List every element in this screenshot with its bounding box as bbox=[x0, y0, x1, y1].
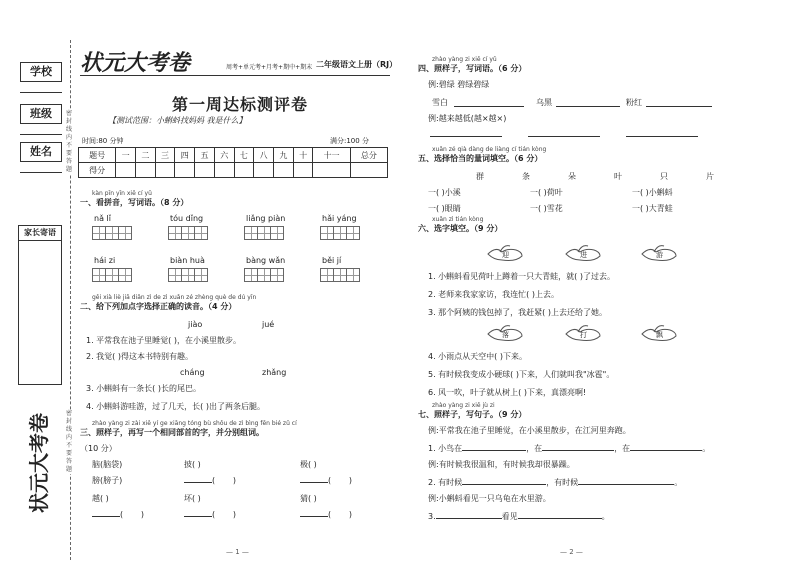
bird-character: 落 bbox=[502, 331, 509, 339]
q1-writing-grid[interactable] bbox=[168, 226, 208, 240]
time-limit: 时间:80 分钟 bbox=[82, 137, 124, 145]
score-header-cell: 十一 bbox=[313, 148, 350, 163]
binding-strip bbox=[0, 0, 72, 587]
q7-title: 七、照样子，写句子。（9 分） bbox=[418, 410, 527, 419]
bird-character: 进 bbox=[580, 251, 587, 259]
q5-item[interactable]: 一( )荷叶 bbox=[530, 188, 563, 197]
q1-pinyin-4: hǎi yáng bbox=[322, 214, 357, 223]
q6-title: 六、选字填空。（9 分） bbox=[418, 224, 503, 233]
q7-blank[interactable] bbox=[462, 484, 546, 485]
q5-word: 朵 bbox=[568, 172, 576, 181]
page-title: 第一周达标测评卷 bbox=[171, 95, 308, 114]
q3-item: 坏( ) bbox=[184, 494, 201, 503]
q2-sentence-4: 4. 小蝌蚪游哇游，过了几天，长( )出了两条后腿。 bbox=[86, 402, 265, 411]
score-header-cell: 五 bbox=[195, 148, 215, 163]
q6-sentence-4: 4. 小雨点从天空中( )下来。 bbox=[428, 352, 527, 361]
q7-pinyin: zhào yàng zi xiě jù zi bbox=[432, 402, 495, 409]
score-header-cell: 九 bbox=[274, 148, 294, 163]
q2-sentence-3: 3. 小蝌蚪有一条长( )长的尾巴。 bbox=[86, 384, 201, 393]
q1-writing-grid[interactable] bbox=[92, 226, 132, 240]
full-score: 满分:100 分 bbox=[330, 137, 369, 145]
bird-option bbox=[486, 324, 524, 346]
score-cell[interactable] bbox=[350, 163, 387, 178]
score-table bbox=[78, 147, 388, 178]
q1-pinyin-7: bàng wǎn bbox=[246, 256, 286, 265]
q3-blank[interactable]: ( ) bbox=[300, 476, 352, 486]
q2-pinyin: gěi xià liè jiā diǎn zì de zì xuǎn zé zhèng què de dú yīn bbox=[92, 294, 257, 301]
score-cell[interactable] bbox=[234, 163, 254, 178]
q1-writing-grid[interactable] bbox=[244, 226, 284, 240]
score-header-cell: 十 bbox=[293, 148, 313, 163]
q4-blank[interactable] bbox=[454, 106, 524, 107]
svg-text:状元大考卷: 状元大考卷 bbox=[80, 51, 191, 76]
score-cell[interactable] bbox=[293, 163, 313, 178]
q5-title: 五、选择恰当的量词填空。（6 分） bbox=[418, 154, 543, 163]
school-label: 学校 bbox=[20, 62, 62, 82]
page-number-2: — 2 — bbox=[560, 548, 583, 556]
score-cell[interactable] bbox=[135, 163, 155, 178]
exam-types: 周考+单元考+月考+期中+期末 bbox=[226, 64, 313, 71]
score-cell[interactable] bbox=[195, 163, 215, 178]
class-field[interactable] bbox=[20, 134, 62, 135]
bird-option bbox=[486, 244, 524, 266]
q2-sentence-2: 2. 我觉( )得这本书特别有趣。 bbox=[86, 352, 193, 361]
q7-sentence-1: 1. 小鸟在 ，在 ，在 。 bbox=[428, 444, 711, 453]
q3-item: 膀(膀子) bbox=[92, 476, 123, 485]
score-header-cell: 题号 bbox=[79, 148, 116, 163]
q2-option-jiao: jiào bbox=[188, 320, 203, 329]
score-header-cell: 总分 bbox=[350, 148, 387, 163]
class-label: 班级 bbox=[20, 104, 62, 124]
q1-pinyin-2: tóu dǐng bbox=[170, 214, 204, 223]
q7-blank[interactable] bbox=[518, 518, 602, 519]
q3-blank[interactable]: ( ) bbox=[92, 510, 144, 520]
q7-sentence-2: 2. 有时候 ，有时候 。 bbox=[428, 478, 683, 487]
q3-pinyin: zhào yàng zi zài xiě yí ge xiāng tóng bù shǒu de zì bìng fēn bié zǔ cí bbox=[92, 420, 297, 427]
score-cell[interactable] bbox=[313, 163, 350, 178]
score-header-cell: 一 bbox=[116, 148, 136, 163]
bird-option bbox=[564, 324, 602, 346]
q2-sentence-1: 1. 平常我在池子里睡觉( )，在小溪里散步。 bbox=[86, 336, 241, 345]
q3-blank[interactable]: ( ) bbox=[184, 476, 236, 486]
q5-word: 叶 bbox=[614, 172, 622, 181]
q4-blank[interactable] bbox=[626, 136, 698, 137]
score-header-cell: 七 bbox=[234, 148, 254, 163]
brand-logo-vertical-icon bbox=[18, 395, 62, 515]
seal-text-top: 密封线内不要答题 bbox=[66, 110, 73, 173]
q2-option-jue: jué bbox=[262, 320, 275, 329]
score-header-cell: 八 bbox=[254, 148, 274, 163]
score-cell[interactable] bbox=[214, 163, 234, 178]
q1-pinyin-5: hái zi bbox=[94, 256, 116, 265]
q6-sentence-6: 6. 风一吹，叶子就从树上( )下来，真漂亮啊! bbox=[428, 388, 587, 397]
parents-comment-box[interactable] bbox=[18, 225, 62, 385]
q4-example-2: 例:越来越低(越×越×) bbox=[428, 114, 507, 123]
q1-writing-grid[interactable] bbox=[168, 268, 208, 282]
q4-pinyin: zhào yàng zi xiě cí yǔ bbox=[432, 56, 497, 63]
score-cell[interactable] bbox=[274, 163, 294, 178]
q2-option-zhang: zhǎng bbox=[262, 368, 287, 377]
score-cell[interactable] bbox=[116, 163, 136, 178]
score-header-cell: 二 bbox=[135, 148, 155, 163]
parents-comment-label: 家长寄语 bbox=[19, 226, 61, 241]
q5-item[interactable]: 一( )小溪 bbox=[428, 188, 461, 197]
q7-example-1: 例:平常我在池子里睡觉，在小溪里散步，在江河里奔跑。 bbox=[428, 426, 631, 435]
q7-example-2: 例:有时候我很温和，有时候我却很暴躁。 bbox=[428, 460, 575, 469]
q3-score: （10 分） bbox=[80, 444, 117, 453]
q6-sentence-5: 5. 有时候我变成小硬球( )下来，人们就叫我"冰雹"。 bbox=[428, 370, 615, 379]
bird-character: 迎 bbox=[502, 251, 509, 259]
score-header-cell: 三 bbox=[155, 148, 175, 163]
q1-pinyin-8: běi jí bbox=[322, 256, 342, 265]
test-scope: 【测试范围：小蝌蚪找妈妈 我是什么】 bbox=[108, 116, 247, 125]
q3-item: 极( ) bbox=[300, 460, 317, 469]
q7-blank[interactable] bbox=[630, 450, 702, 451]
q4-blank[interactable] bbox=[556, 106, 620, 107]
q6-sentence-2: 2. 老师来我家家访，我连忙( )上去。 bbox=[428, 290, 559, 299]
q5-word: 群 bbox=[476, 172, 484, 181]
q1-pinyin-1: nǎ lǐ bbox=[94, 214, 111, 223]
bird-character: 飘 bbox=[656, 331, 663, 339]
q1-writing-grid[interactable] bbox=[320, 226, 360, 240]
q4-blank[interactable] bbox=[430, 136, 502, 137]
score-cell[interactable] bbox=[155, 163, 175, 178]
score-cell[interactable] bbox=[254, 163, 274, 178]
q4-title: 四、照样子，写词语。（6 分） bbox=[418, 64, 527, 73]
q1-title: 一、看拼音，写词语。（8 分） bbox=[80, 198, 189, 207]
bird-option bbox=[564, 244, 602, 266]
q3-item: 披( ) bbox=[184, 460, 201, 469]
bird-option bbox=[640, 244, 678, 266]
q7-blank[interactable] bbox=[436, 518, 502, 519]
seal-text-bottom: 密封线内不要答题 bbox=[66, 410, 73, 473]
bird-character: 打 bbox=[580, 331, 587, 339]
score-header-cell: 六 bbox=[214, 148, 234, 163]
q1-writing-grid[interactable] bbox=[244, 268, 284, 282]
q2-title: 二、给下列加点字选择正确的读音。（4 分） bbox=[80, 302, 237, 311]
q3-item: 越( ) bbox=[92, 494, 109, 503]
q3-item: 脑(脑袋) bbox=[92, 460, 123, 469]
q5-pinyin: xuǎn zé qià dàng de liàng cí tián kòng bbox=[432, 146, 547, 153]
q5-word: 片 bbox=[706, 172, 714, 181]
bird-character: 游 bbox=[656, 251, 663, 259]
q4-example-1: 例:碧绿 碧绿碧绿 bbox=[428, 80, 490, 89]
q7-blank[interactable] bbox=[578, 484, 674, 485]
q3-blank[interactable]: ( ) bbox=[300, 510, 352, 520]
q5-word: 只 bbox=[660, 172, 668, 181]
q1-writing-grid[interactable] bbox=[92, 268, 132, 282]
q2-option-chang: cháng bbox=[180, 368, 205, 377]
q5-item[interactable]: 一( )眼睛 bbox=[428, 204, 461, 213]
q5-word: 条 bbox=[522, 172, 530, 181]
q7-sentence-3: 3. 看见 。 bbox=[428, 512, 610, 521]
q3-title: 三、照样子，再写一个相同部首的字，并分别组词。 bbox=[80, 428, 264, 437]
name-label: 姓名 bbox=[20, 142, 62, 162]
q5-item[interactable]: 一( )小蝌蚪 bbox=[632, 188, 673, 197]
q5-item[interactable]: 一( )雪花 bbox=[530, 204, 563, 213]
q6-sentence-1: 1. 小蝌蚪看见荷叶上蹲着一只大青蛙，就( )了过去。 bbox=[428, 272, 615, 281]
page1-header bbox=[80, 51, 398, 76]
q1-pinyin: kàn pīn yīn xiě cí yǔ bbox=[92, 190, 152, 197]
q6-pinyin: xuǎn zì tián kòng bbox=[432, 216, 484, 223]
q3-item: 猜( ) bbox=[300, 494, 317, 503]
q4-word: 雪白 bbox=[432, 98, 448, 107]
brand-logo-icon bbox=[80, 46, 220, 76]
q7-example-3: 例:小蝌蚪看见一只乌龟在水里游。 bbox=[428, 494, 551, 503]
q1-writing-grid[interactable] bbox=[320, 268, 360, 282]
q4-word: 粉红 bbox=[626, 98, 642, 107]
q4-blank[interactable] bbox=[646, 106, 712, 107]
q7-blank[interactable] bbox=[462, 450, 526, 451]
grade-label: 二年级语文上册（RJ） bbox=[316, 60, 398, 69]
q6-sentence-3: 3. 那个阿姨的钱包掉了，我赶紧( )上去还给了她。 bbox=[428, 308, 607, 317]
name-field[interactable] bbox=[20, 172, 62, 173]
q1-pinyin-6: biàn huà bbox=[170, 256, 205, 265]
q7-blank[interactable] bbox=[542, 450, 614, 451]
school-field[interactable] bbox=[20, 92, 62, 93]
q4-word: 乌黑 bbox=[536, 98, 552, 107]
q4-blank[interactable] bbox=[528, 136, 600, 137]
svg-text:状元大考卷: 状元大考卷 bbox=[27, 413, 51, 513]
page-number-1: — 1 — bbox=[226, 548, 249, 556]
bird-option bbox=[640, 324, 678, 346]
score-cell[interactable] bbox=[175, 163, 195, 178]
q1-pinyin-3: liǎng piàn bbox=[246, 214, 286, 223]
score-header-cell: 四 bbox=[175, 148, 195, 163]
q3-blank[interactable]: ( ) bbox=[184, 510, 236, 520]
score-row-label: 得分 bbox=[79, 163, 116, 178]
q5-item[interactable]: 一( )大青蛙 bbox=[632, 204, 673, 213]
